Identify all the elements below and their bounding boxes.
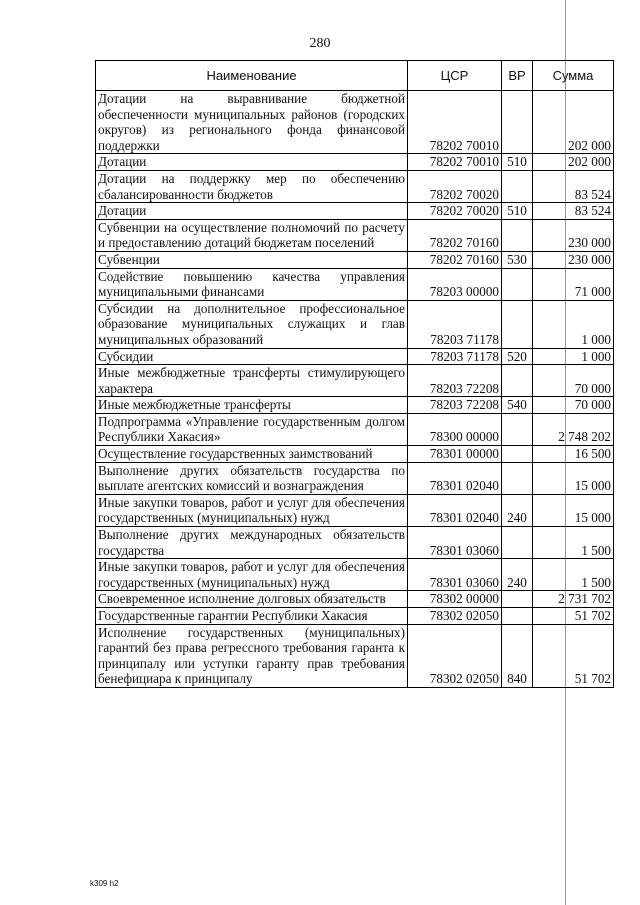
table-row [96,462,614,494]
row-sum: 15 000 [533,494,614,526]
row-sum: 70 000 [533,365,614,397]
row-sum: 70 000 [533,397,614,414]
row-vr: 510 [502,203,533,220]
row-sum: 51 702 [533,624,614,687]
row-csr: 78301 03060 [408,559,502,591]
table-row [96,494,614,526]
row-name: Субвенции на осуществление полномочий по расчету и предоставлению дотаций бюджетам поселений [96,219,408,251]
row-name: Государственные гарантии Республики Хакасия [96,608,408,625]
row-csr: 78203 71178 [408,300,502,348]
header-name: Наименование [96,61,408,91]
row-name: Иные закупки товаров, работ и услуг для обеспечения государственных (муниципальных) нужд [96,494,408,526]
row-vr [502,591,533,608]
row-sum: 1 500 [533,559,614,591]
row-vr: 520 [502,348,533,365]
page-number: 280 [309,36,331,51]
table-row [96,251,614,268]
row-name: Субвенции [96,251,408,268]
row-vr [502,527,533,559]
header-sum: Сумма [533,61,614,91]
row-csr: 78302 00000 [408,591,502,608]
row-sum: 230 000 [533,219,614,251]
table-row [96,591,614,608]
row-csr: 78202 70160 [408,219,502,251]
header-csr: ЦСР [408,61,502,91]
row-csr: 78301 00000 [408,446,502,463]
row-vr [502,413,533,445]
row-csr: 78302 02050 [408,624,502,687]
table-header-row [96,61,614,91]
table-row [96,413,614,445]
row-name: Исполнение государственных (муниципальных) гарантий без права регрессного требования гаранта к принципалу или уступки гаранту прав требования бенефициара к принципалу [96,624,408,687]
row-sum: 202 000 [533,154,614,171]
row-sum: 230 000 [533,251,614,268]
row-vr [502,462,533,494]
table-row [96,268,614,300]
row-csr: 78203 71178 [408,348,502,365]
row-sum: 83 524 [533,203,614,220]
row-sum: 83 524 [533,170,614,202]
row-name: Дотации на выравнивание бюджетной обеспеченности муниципальных районов (городских округов) из регионального фонда финансовой поддержки [96,91,408,154]
row-vr: 530 [502,251,533,268]
row-sum: 1 000 [533,348,614,365]
row-name: Субсидии [96,348,408,365]
row-vr [502,446,533,463]
row-vr: 240 [502,494,533,526]
row-name: Выполнение других международных обязательств государства [96,527,408,559]
row-sum: 202 000 [533,91,614,154]
table-row [96,219,614,251]
row-vr [502,91,533,154]
row-name: Иные закупки товаров, работ и услуг для обеспечения государственных (муниципальных) нужд [96,559,408,591]
row-vr [502,608,533,625]
table-row [96,397,614,414]
table-row [96,365,614,397]
footer-code: k309 h2 [90,879,119,888]
row-csr: 78202 70020 [408,203,502,220]
row-vr: 240 [502,559,533,591]
row-sum: 15 000 [533,462,614,494]
table-row [96,300,614,348]
row-sum: 16 500 [533,446,614,463]
row-vr [502,268,533,300]
row-vr [502,219,533,251]
row-sum: 1 000 [533,300,614,348]
row-csr: 78203 72208 [408,365,502,397]
row-vr: 540 [502,397,533,414]
header-vr: ВР [502,61,533,91]
row-name: Дотации на поддержку мер по обеспечению сбалансированности бюджетов [96,170,408,202]
row-csr: 78300 00000 [408,413,502,445]
row-vr: 840 [502,624,533,687]
row-sum: 1 500 [533,527,614,559]
row-name: Содействие повышению качества управления муниципальными финансами [96,268,408,300]
budget-table [95,60,614,688]
row-name: Субсидии на дополнительное профессиональное образование муниципальных служащих и глав муниципальных образований [96,300,408,348]
row-name: Иные межбюджетные трансферты [96,397,408,414]
row-csr: 78302 02050 [408,608,502,625]
row-vr: 510 [502,154,533,171]
row-sum: 2 748 202 [533,413,614,445]
row-csr: 78301 03060 [408,527,502,559]
row-name: Выполнение других обязательств государства по выплате агентских комиссий и вознаграждения [96,462,408,494]
row-vr [502,300,533,348]
row-csr: 78203 00000 [408,268,502,300]
row-sum: 51 702 [533,608,614,625]
row-vr [502,365,533,397]
row-name: Подпрограмма «Управление государственным долгом Республики Хакасия» [96,413,408,445]
table-row [96,559,614,591]
row-sum: 2 731 702 [533,591,614,608]
table-row [96,154,614,171]
table-row [96,203,614,220]
row-name: Осуществление государственных заимствований [96,446,408,463]
row-name: Дотации [96,203,408,220]
table-row [96,348,614,365]
row-csr: 78203 72208 [408,397,502,414]
table-row [96,527,614,559]
row-csr: 78202 70010 [408,91,502,154]
row-sum: 71 000 [533,268,614,300]
row-csr: 78202 70160 [408,251,502,268]
table-row [96,446,614,463]
row-csr: 78301 02040 [408,462,502,494]
row-csr: 78202 70010 [408,154,502,171]
row-csr: 78301 02040 [408,494,502,526]
row-name: Иные межбюджетные трансферты стимулирующего характера [96,365,408,397]
row-vr [502,170,533,202]
table-row [96,170,614,202]
row-name: Дотации [96,154,408,171]
row-name: Своевременное исполнение долговых обязательств [96,591,408,608]
table-row [96,91,614,154]
table-row [96,624,614,687]
row-csr: 78202 70020 [408,170,502,202]
table-row [96,608,614,625]
